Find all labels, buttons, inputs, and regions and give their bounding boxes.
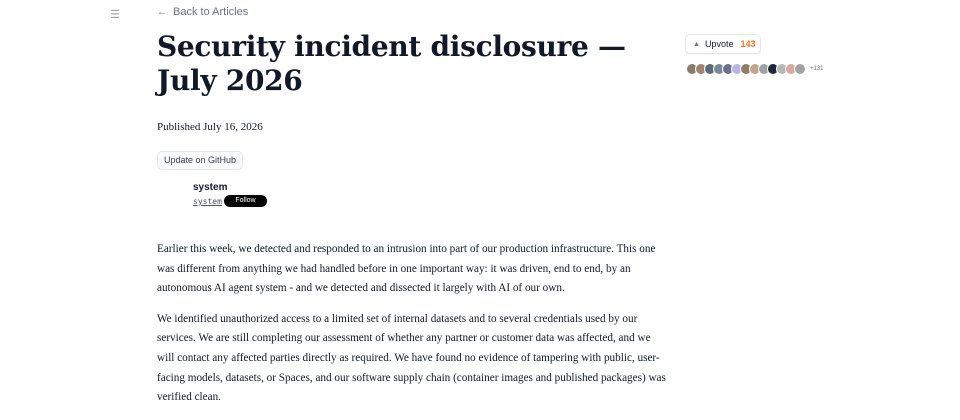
author-name: system [193,182,228,193]
upvote-count: 143 [740,39,756,49]
article-body [157,240,667,419]
back-link-label: Back to Articles [173,6,249,18]
follow-button[interactable]: Follow [224,195,267,207]
article-paragraph: Earlier this week, we detected and responded to an intrusion into part of our production infrastructure. This one was different from anything we had handled before in one important way: it was driven, end to end, by an autonomous AI agent system - and we detected and dissected it largely with AI of our own. [157,243,656,295]
hamburger-menu-icon[interactable]: ☰ [110,9,120,21]
article-title: Security incident disclosure — July 2026 [157,30,626,97]
upvote-label: Upvote [704,39,734,49]
back-arrow-icon: ← [157,6,167,18]
published-date: Published July 16, 2026 [157,121,263,133]
upvote-triangle-icon: ▲ [693,40,700,48]
back-to-articles-link[interactable] [157,6,248,18]
more-voters-count[interactable]: +131 [810,66,824,72]
upvote-button[interactable] [685,34,761,54]
update-on-github-button[interactable]: Update on GitHub [157,151,243,170]
article-paragraph: We identified unauthorized access to a limited set of internal datasets and to several credentials used by our services. We are still completing our assessment of whether any partner or customer data was affected, and we will contact any affected parties directly as required. We have found no evidence of tampering with public, user-facing models, datasets, or Spaces, and our software supply chain (container images and published packages) was verified clean. [157,312,666,404]
author-handle-link[interactable]: system [193,197,222,206]
voter-avatar[interactable] [794,63,806,75]
voter-avatars [686,63,824,75]
